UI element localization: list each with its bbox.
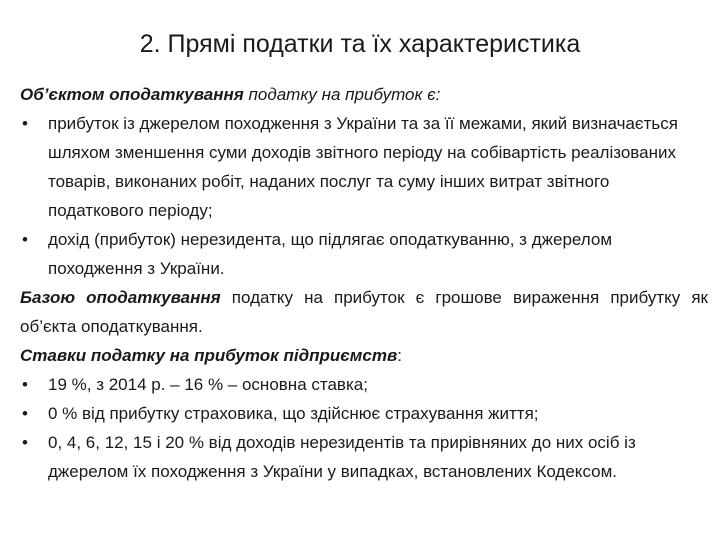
- list-item-text: 0 % від прибутку страховика, що здійснює страхування життя;: [48, 404, 539, 423]
- list-item-text: 0, 4, 6, 12, 15 і 20 % від доходів нерезидентів та прирівняних до них осіб із джерелом їх походження з України у випадках, встановлених Кодексом.: [48, 433, 636, 481]
- list-item: [20, 370, 708, 399]
- list-item: [20, 225, 708, 283]
- list-item: [20, 109, 708, 225]
- list-item: [20, 428, 708, 486]
- bullet-icon: •: [22, 404, 28, 423]
- object-of-taxation-text: податку на прибуток є:: [243, 85, 441, 104]
- tax-rates-text: :: [397, 346, 402, 365]
- list-item: [20, 399, 708, 428]
- slide-content: [20, 80, 708, 486]
- tax-base-text: податку на прибуток є грошове вираження прибутку як об’єкта оподаткування.: [20, 288, 708, 336]
- list-item-text: дохід (прибуток) нерезидента, що підлягає оподаткуванню, з джерелом походження з України.: [48, 230, 613, 278]
- tax-base-paragraph: [20, 283, 708, 341]
- bullet-icon: •: [22, 230, 28, 249]
- slide-title: 2. Прямі податки та їх характеристика: [139, 30, 581, 58]
- bullet-icon: •: [22, 114, 28, 133]
- object-of-taxation-paragraph: [20, 80, 708, 109]
- tax-rates-paragraph: [20, 341, 708, 370]
- tax-rates-term: Ставки податку на прибуток підприємств: [20, 346, 398, 365]
- object-of-taxation-term: Об’єктом оподаткування: [20, 85, 244, 104]
- list-item-text: прибуток із джерелом походження з України та за її межами, який визначається шляхом зменшення суми доходів звітного періоду на собівартість реалізованих товарів, виконаних робіт, наданих послуг та суму інших витрат звітного податкового періоду;: [48, 114, 678, 220]
- list-item-text: 19 %, з 2014 р. – 16 % – основна ставка;: [48, 375, 368, 394]
- tax-base-term: Базою оподаткування: [20, 288, 221, 307]
- bullet-icon: •: [22, 433, 28, 452]
- bullet-icon: •: [22, 375, 28, 394]
